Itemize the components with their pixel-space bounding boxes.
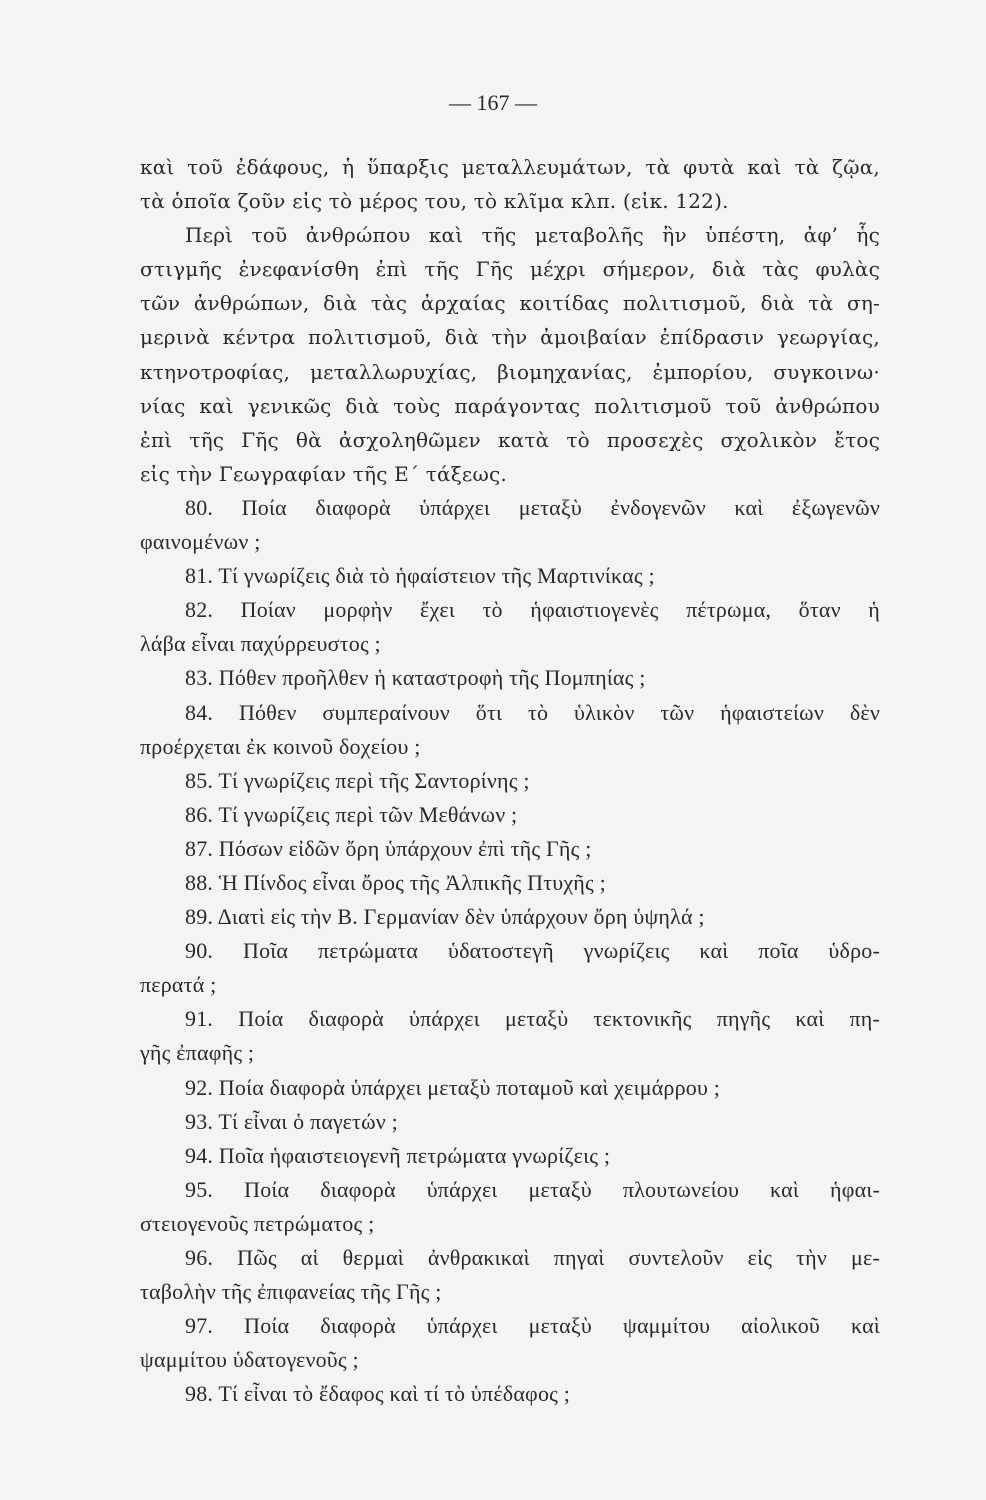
question-item	[140, 593, 880, 661]
text-line: κτηνοτροφίας, μεταλλωρυχίας, βιομηχανίας, ἐμπορίου, συγκοινω·	[140, 359, 880, 384]
text-line: 89. Διατὶ εἰς τὴν Β. Γερμανίαν δὲν ὑπάρχουν ὄρη ὑψηλά ;	[185, 904, 705, 930]
text-line: τῶν ἀνθρώπων, διὰ τὰς ἀρχαίας κοιτίδας πολιτισμοῦ, διὰ τὰ ση-	[140, 291, 880, 316]
page-number: — 167 —	[449, 90, 537, 115]
text-line: Περὶ τοῦ ἀνθρώπου καὶ τῆς μεταβολῆς ἣν ὑπέστη, ἀφ’ ἧς	[185, 223, 880, 248]
text-line: λάβα εἶναι παχύρρευστος ;	[140, 631, 381, 657]
text-line: 92. Ποία διαφορὰ ὑπάρχει μεταξὺ ποταμοῦ καὶ χειμάρρου ;	[185, 1074, 721, 1100]
text-line: 98. Τί εἶναι τὸ ἔδαφος καὶ τί τὸ ὑπέδαφος ;	[185, 1381, 571, 1407]
question-item	[140, 1002, 880, 1070]
text-line: 80. Ποία διαφορὰ ὑπάρχει μεταξὺ ἐνδογενῶν καὶ ἐξωγενῶν	[185, 494, 880, 520]
question-item	[140, 1309, 880, 1377]
question-item	[140, 1173, 880, 1241]
text-line: 81. Τί γνωρίζεις διὰ τὸ ἡφαίστειον τῆς Μαρτινίκας ;	[185, 563, 655, 589]
text-line: φαινομένων ;	[140, 529, 261, 555]
text-line: 84. Πόθεν συμπεραίνουν ὅτι τὸ ὑλικὸν τῶν ἡφαιστείων δὲν	[185, 699, 880, 725]
paragraph	[140, 218, 880, 491]
text-line: 97. Ποία διαφορὰ ὑπάρχει μεταξὺ ψαμμίτου αἰολικοῦ καὶ	[185, 1313, 880, 1339]
text-line: ψαμμίτου ὑδατογενοῦς ;	[140, 1347, 359, 1373]
text-line: 95. Ποία διαφορὰ ὑπάρχει μεταξὺ πλουτωνείου καὶ ἡφαι-	[185, 1176, 880, 1202]
text-line: στιγμῆς ἐνεφανίσθη ἐπὶ τῆς Γῆς μέχρι σήμερον, διὰ τὰς φυλὰς	[140, 257, 880, 282]
text-line: στειογενοῦς πετρώματος ;	[140, 1210, 375, 1236]
text-line: γῆς ἐπαφῆς ;	[140, 1040, 255, 1066]
text-line: ταβολὴν τῆς ἐπιφανείας τῆς Γῆς ;	[140, 1279, 442, 1305]
text-line: εἰς τὴν Γεωγραφίαν τῆς Ε΄ τάξεως.	[140, 461, 507, 486]
question-item	[140, 1377, 880, 1411]
text-line: 88. Ἡ Πίνδος εἶναι ὄρος τῆς Ἀλπικῆς Πτυχῆς ;	[185, 869, 606, 895]
question-item	[140, 1071, 880, 1105]
text-line: 85. Τί γνωρίζεις περὶ τῆς Σαντορίνης ;	[185, 767, 530, 793]
text-line: περατά ;	[140, 972, 217, 998]
text-line: 82. Ποίαν μορφὴν ἔχει τὸ ἡφαιστιογενὲς πέτρωμα, ὅταν ἡ	[185, 597, 880, 623]
text-line: 96. Πῶς αἱ θερμαὶ ἀνθρακικαὶ πηγαὶ συντελοῦν εἰς τὴν με-	[185, 1245, 880, 1270]
paragraph	[140, 150, 880, 218]
question-item	[140, 934, 880, 1002]
question-item	[140, 661, 880, 695]
text-line: μερινὰ κέντρα πολιτισμοῦ, διὰ τὴν ἀμοιβαίαν ἐπίδρασιν γεωργίας,	[140, 325, 880, 350]
text-line: 94. Ποῖα ἡφαιστειογενῆ πετρώματα γνωρίζεις ;	[185, 1142, 611, 1168]
text-line: νίας καὶ γενικῶς διὰ τοὺς παράγοντας πολιτισμοῦ τοῦ ἀνθρώπου	[140, 393, 880, 418]
page-body	[140, 150, 880, 1411]
text-line: 86. Τί γνωρίζεις περὶ τῶν Μεθάνων ;	[185, 801, 518, 827]
question-item	[140, 866, 880, 900]
text-line: 90. Ποῖα πετρώματα ὑδατοστεγῆ γνωρίζεις καὶ ποῖα ὑδρο-	[185, 938, 880, 964]
question-item	[140, 832, 880, 866]
question-item	[140, 900, 880, 934]
question-item	[140, 1105, 880, 1139]
text-line: 91. Ποία διαφορὰ ὑπάρχει μεταξὺ τεκτονικῆς πηγῆς καὶ πη-	[185, 1006, 880, 1032]
question-item	[140, 764, 880, 798]
question-item	[140, 559, 880, 593]
text-line: προέρχεται ἐκ κοινοῦ δοχείου ;	[140, 733, 421, 759]
text-line: 87. Πόσων εἰδῶν ὄρη ὑπάρχουν ἐπὶ τῆς Γῆς ;	[185, 835, 592, 861]
question-item	[140, 1139, 880, 1173]
text-line: τὰ ὁποῖα ζοῦν εἰς τὸ μέρος του, τὸ κλῖμα κλπ. (εἰκ. 122).	[140, 189, 729, 214]
text-line: ἐπὶ τῆς Γῆς θὰ ἀσχοληθῶμεν κατὰ τὸ προσεχὲς σχολικὸν ἔτος	[140, 427, 880, 452]
question-item	[140, 696, 880, 764]
text-line: 83. Πόθεν προῆλθεν ἡ καταστροφὴ τῆς Πομπηίας ;	[185, 665, 646, 691]
question-item	[140, 491, 880, 559]
question-item	[140, 798, 880, 832]
text-line: καὶ τοῦ ἐδάφους, ἡ ὕπαρξις μεταλλευμάτων, τὰ φυτὰ καὶ τὰ ζῷα,	[140, 155, 880, 179]
text-line: 93. Τί εἶναι ὁ παγετών ;	[185, 1108, 398, 1134]
question-item	[140, 1241, 880, 1309]
